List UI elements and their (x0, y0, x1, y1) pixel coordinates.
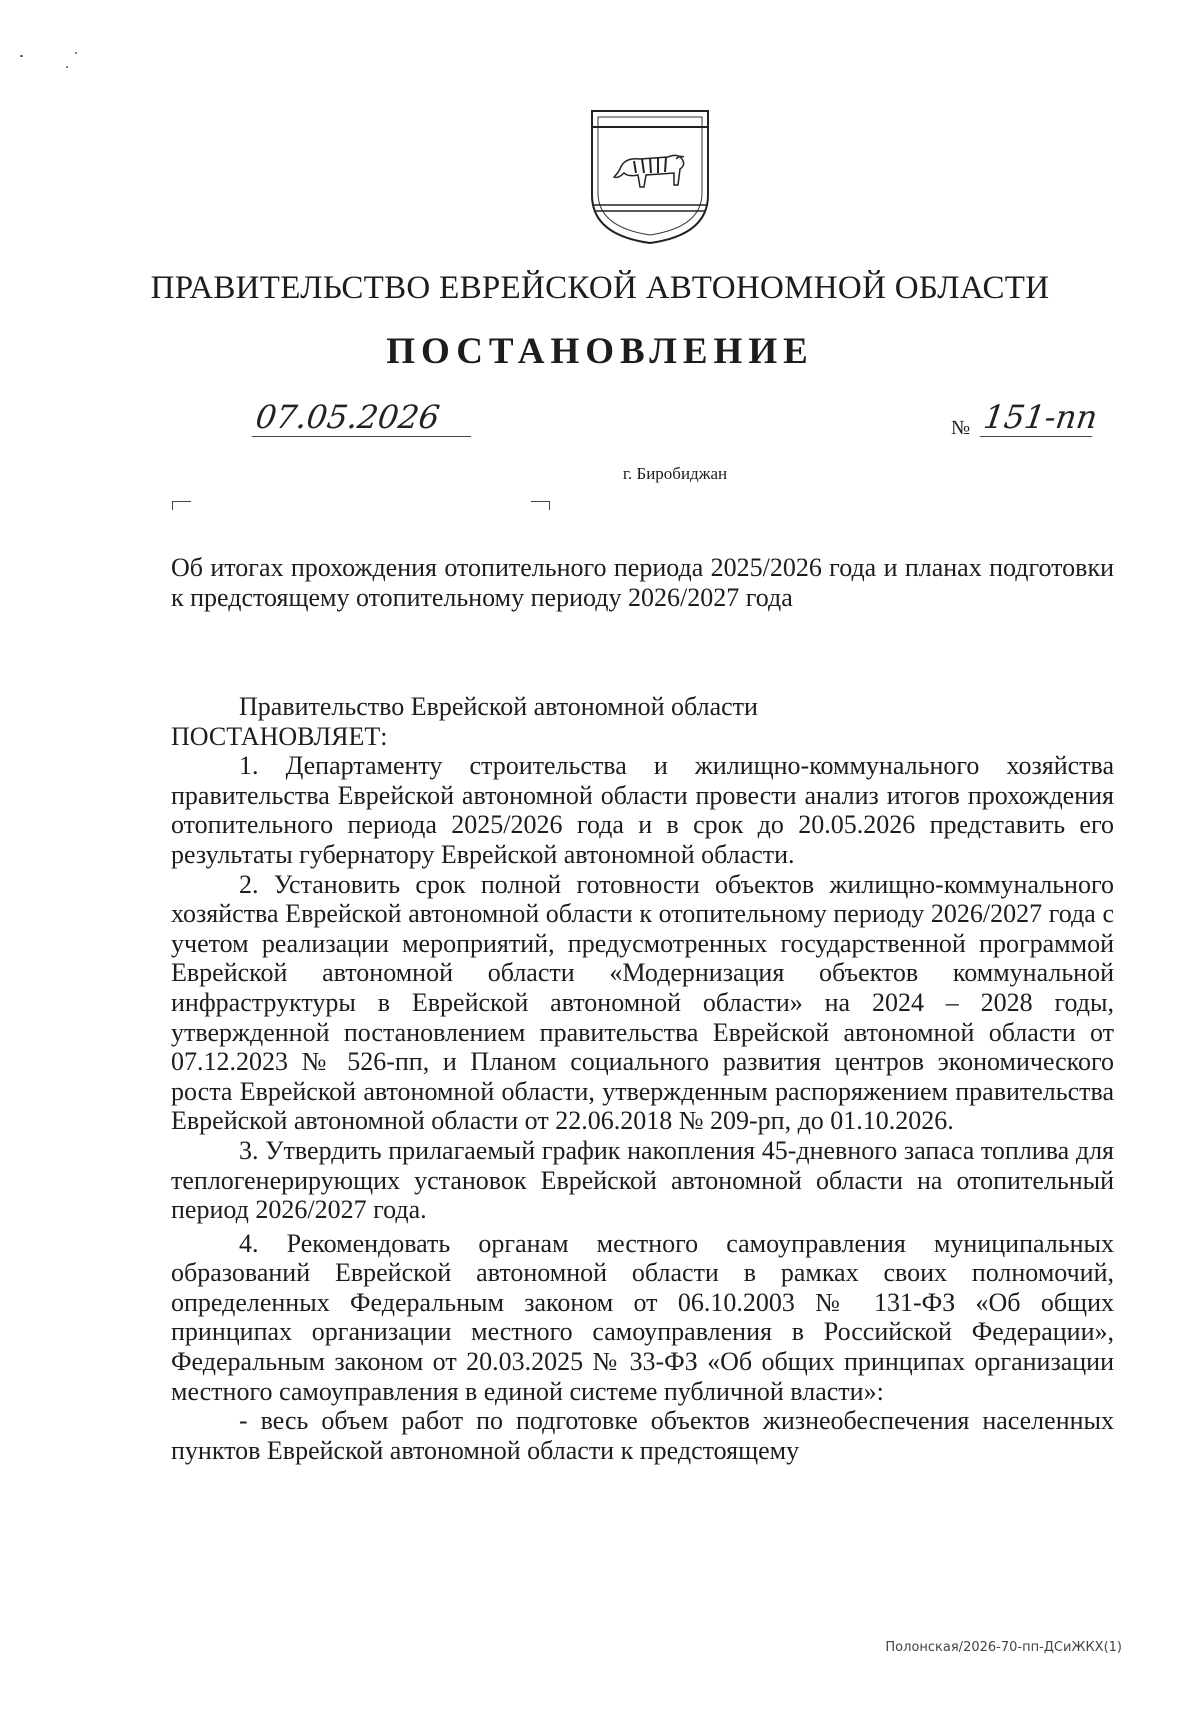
government-title: ПРАВИТЕЛЬСТВО ЕВРЕЙСКОЙ АВТОНОМНОЙ ОБЛАСТИ (150, 270, 1050, 306)
document-body (171, 692, 1114, 1465)
list-item: - весь объем работ по подготовке объектов жизнеобеспечения населенных пунктов Еврейской автономной области к предстоящему (171, 1406, 1114, 1465)
footer-code: Полонская/2026-70-пп-ДСиЖКХ(1) (885, 1640, 1122, 1655)
number-underline (980, 436, 1092, 437)
number-sign: № (951, 417, 971, 439)
resolves-text: ПОСТАНОВЛЯЕТ: (171, 721, 388, 751)
coat-of-arms-tiger-icon (588, 107, 712, 247)
title-bracket-left (172, 501, 191, 510)
intro-text: Правительство Еврейской автономной области (239, 692, 758, 721)
document-date: 07.05.2026 (253, 398, 442, 436)
list-item: 2. Установить срок полной готовности объектов жилищно-коммунального хозяйства Еврейской автономной области к отопительному периоду 2026/2027 года с учетом реализации мероприятий, предусмотренных государственной программой Еврейской автономной области «Модернизация объектов коммунальной инфраструктуры в Еврейской автономной области» на 2024 – 2028 годы, утвержденной постановлением правительства Еврейской автономной области от 07.12.2023 № 526-пп, и Планом социального развития центров экономического роста Еврейской автономной области, утвержденным распоряжением правительства Еврейской автономной области от 22.06.2018 № 209-рп, до 01.10.2026. (171, 869, 1114, 1136)
list-item: 4. Рекомендовать органам местного самоуправления муниципальных образований Еврейской автономной области в рамках своих полномочий, определенных Федеральным законом от 06.10.2003 № 131-ФЗ «Об общих принципах организации местного самоуправления в Российской Федерации», Федеральным законом от 20.03.2025 № 33-ФЗ «Об общих принципах организации местного самоуправления в единой системе публичной власти»: (171, 1228, 1114, 1406)
scan-speck (66, 66, 68, 68)
document-kind: ПОСТАНОВЛЕНИЕ (386, 331, 814, 372)
scan-speck (75, 52, 77, 54)
document-title (171, 553, 1114, 612)
document-number: 151-пп (981, 398, 1100, 436)
list-item: 1. Департаменту строительства и жилищно-коммунального хозяйства правительства Еврейской автономной области провести анализ итогов прохождения отопительного периода 2025/2026 года и в срок до 20.05.2026 представить его результаты губернатору Еврейской автономной области. (171, 751, 1114, 869)
title-bracket-right (531, 501, 550, 510)
city-label: г. Биробиджан (622, 464, 728, 483)
date-underline (252, 436, 471, 437)
title-text: Об итогах прохождения отопительного периода 2025/2026 года и планах подготовки к предстоящему отопительному периоду 2026/2027 года (171, 553, 1114, 612)
list-item: 3. Утвердить прилагаемый график накопления 45-дневного запаса топлива для теплогенерирующих установок Еврейской автономной области на отопительный период 2026/2027 года. (171, 1135, 1114, 1225)
scan-speck (20, 55, 23, 57)
